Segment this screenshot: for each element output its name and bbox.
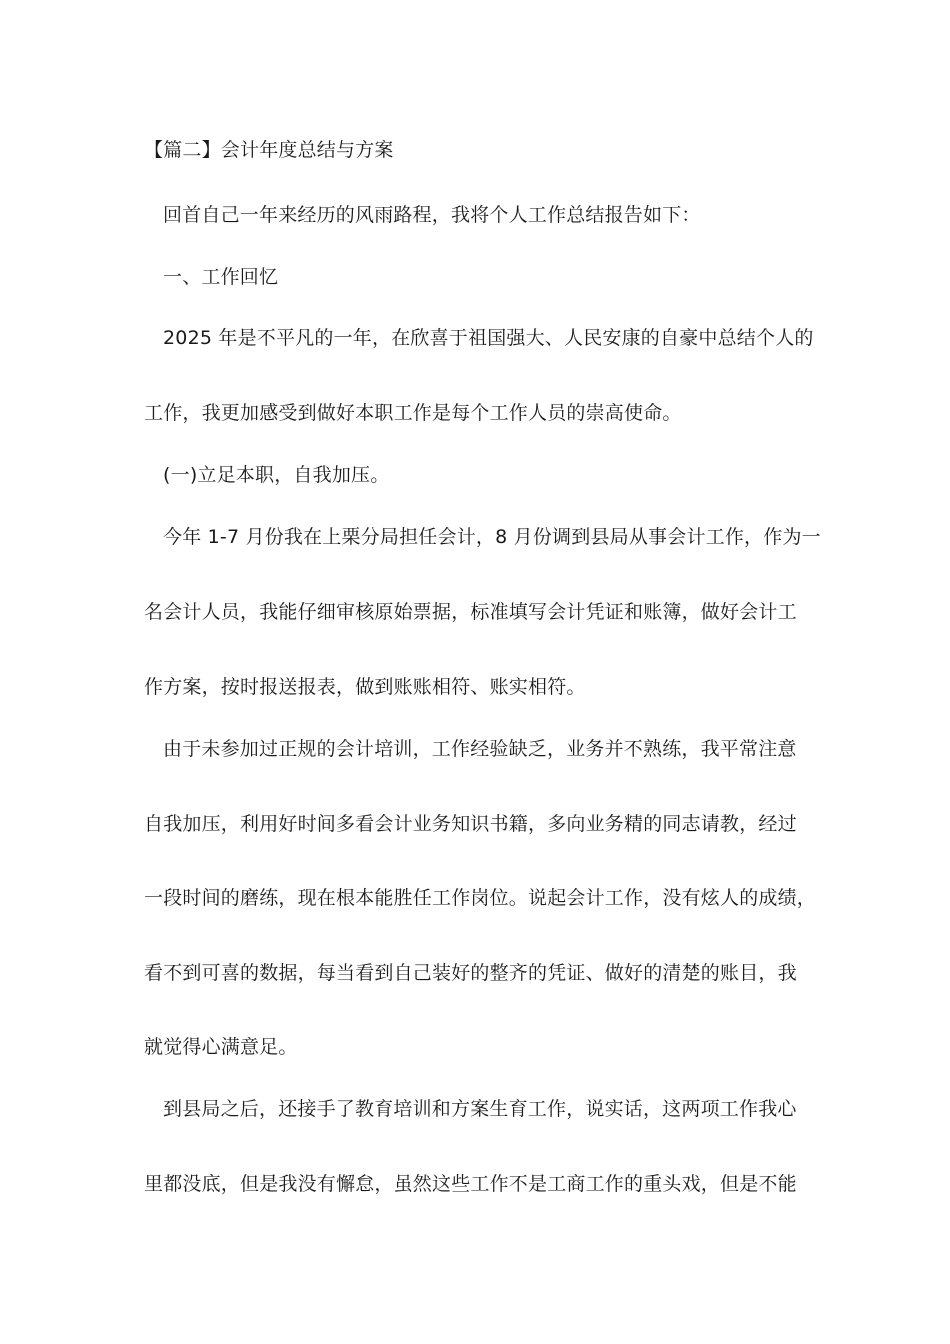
paragraph-line: 由于未参加过正规的会计培训，工作经验缺乏，业务并不熟练，我平常注意 xyxy=(163,738,797,760)
section-heading: 一、工作回忆 xyxy=(163,266,279,288)
paragraph-line: 就觉得心满意足。 xyxy=(144,1036,298,1058)
paragraph-line: 到县局之后，还接手了教育培训和方案生育工作，说实话，这两项工作我心 xyxy=(163,1098,797,1120)
paragraph-line: 看不到可喜的数据，每当看到自己装好的整齐的凭证、做好的清楚的账目，我 xyxy=(144,962,797,984)
paragraph-line: 一段时间的磨练，现在根本能胜任工作岗位。说起会计工作，没有炫人的成绩， xyxy=(144,887,817,909)
paragraph-line: 回首自己一年来经历的风雨路程，我将个人工作总结报告如下： xyxy=(163,204,701,226)
paragraph-line: 里都没底，但是我没有懈怠，虽然这些工作不是工商工作的重头戏，但是不能 xyxy=(144,1173,797,1195)
paragraph-line: 作方案，按时报送报表，做到账账相符、账实相符。 xyxy=(144,676,586,698)
paragraph-line: 自我加压，利用好时间多看会计业务知识书籍，多向业务精的同志请教，经过 xyxy=(144,813,797,835)
paragraph-line: 名会计人员，我能仔细审核原始票据，标准填写会计凭证和账簿，做好会计工 xyxy=(144,601,797,623)
document-title: 【篇二】会计年度总结与方案 xyxy=(144,139,394,161)
subsection-heading: (一)立足本职，自我加压。 xyxy=(163,464,390,486)
paragraph-line: 工作，我更加感受到做好本职工作是每个工作人员的崇高使命。 xyxy=(144,402,682,424)
paragraph-line: 2025 年是不平凡的一年，在欣喜于祖国强大、人民安康的自豪中总结个人的 xyxy=(163,327,814,349)
paragraph-line: 今年 1-7 月份我在上栗分局担任会计，8 月份调到县局从事会计工作，作为一 xyxy=(163,526,821,548)
